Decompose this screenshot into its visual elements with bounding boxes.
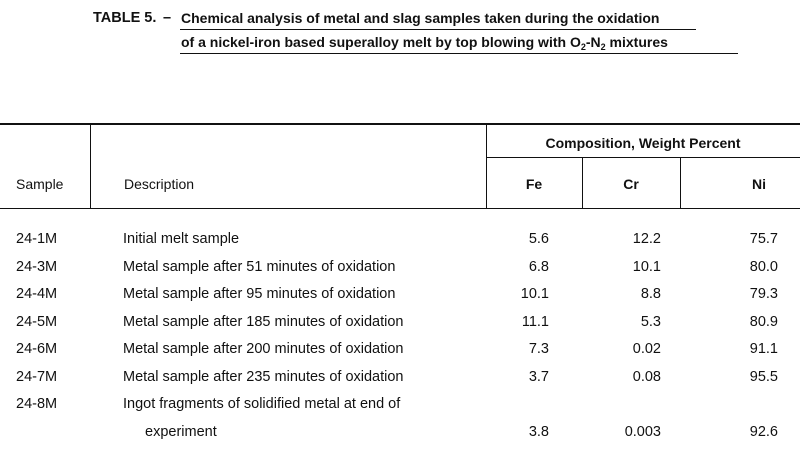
composition-group-rule xyxy=(486,157,800,158)
cell-fe: 3.8 xyxy=(528,424,549,440)
cell-ni: 80.0 xyxy=(749,259,778,275)
cell-sample: 24-5M xyxy=(16,314,58,330)
cell-ni: 95.5 xyxy=(749,369,778,385)
header-fe: Fe xyxy=(525,176,543,192)
cell-description: Initial melt sample xyxy=(123,231,240,247)
header-bottom-rule xyxy=(0,208,800,209)
cell-description: Metal sample after 51 minutes of oxidation xyxy=(123,259,396,275)
cell-cr: 12.2 xyxy=(632,231,661,247)
title-underline-1 xyxy=(180,29,696,30)
cell-fe: 10.1 xyxy=(520,286,549,302)
header-cr: Cr xyxy=(623,176,639,192)
cell-sample: 24-8M xyxy=(16,396,58,412)
cell-fe: 5.6 xyxy=(528,231,549,247)
cell-fe: 3.7 xyxy=(528,369,549,385)
header-sample: Sample xyxy=(16,176,64,192)
cell-ni: 80.9 xyxy=(749,314,778,330)
cell-description: Metal sample after 235 minutes of oxidation xyxy=(123,369,404,385)
cell-sample: 24-1M xyxy=(16,231,58,247)
table-title-line2: of a nickel-iron based superalloy melt by top blowing with $O_2-N_2$ mixtures xyxy=(181,34,668,52)
cell-sample: 24-7M xyxy=(16,369,58,385)
cell-ni: 79.3 xyxy=(749,286,778,302)
cell-cr: 0.003 xyxy=(624,424,661,440)
cell-fe: 6.8 xyxy=(528,259,549,275)
composition-group-header: Composition, Weight Percent xyxy=(545,135,741,151)
title-dash: – xyxy=(163,10,172,26)
table-title-line1: Chemical analysis of metal and slag samples taken during the oxidation xyxy=(181,10,660,26)
cell-cr: 10.1 xyxy=(632,259,661,275)
table-label: TABLE 5. xyxy=(93,10,157,26)
cell-description: Ingot fragments of solidified metal at end of xyxy=(123,396,401,412)
cell-sample: 24-6M xyxy=(16,341,58,357)
title-underline-2 xyxy=(180,53,738,54)
cell-description: Metal sample after 200 minutes of oxidation xyxy=(123,341,404,357)
column-divider-sample xyxy=(90,124,91,209)
cell-cr: 0.08 xyxy=(632,369,661,385)
cell-cr: 0.02 xyxy=(632,341,661,357)
table-top-rule xyxy=(0,123,800,125)
header-description: Description xyxy=(124,176,195,192)
cell-description: experiment xyxy=(145,424,217,440)
cell-sample: 24-3M xyxy=(16,259,58,275)
cell-description: Metal sample after 95 minutes of oxidation xyxy=(123,286,396,302)
cell-ni: 92.6 xyxy=(749,424,778,440)
header-ni: Ni xyxy=(752,176,766,192)
cell-sample: 24-4M xyxy=(16,286,58,302)
cell-ni: 75.7 xyxy=(749,231,778,247)
cell-description: Metal sample after 185 minutes of oxidation xyxy=(123,314,404,330)
cell-ni: 91.1 xyxy=(749,341,778,357)
cell-fe: 11.1 xyxy=(521,314,549,330)
cell-cr: 8.8 xyxy=(640,286,661,302)
cell-cr: 5.3 xyxy=(640,314,661,330)
cell-fe: 7.3 xyxy=(528,341,549,357)
